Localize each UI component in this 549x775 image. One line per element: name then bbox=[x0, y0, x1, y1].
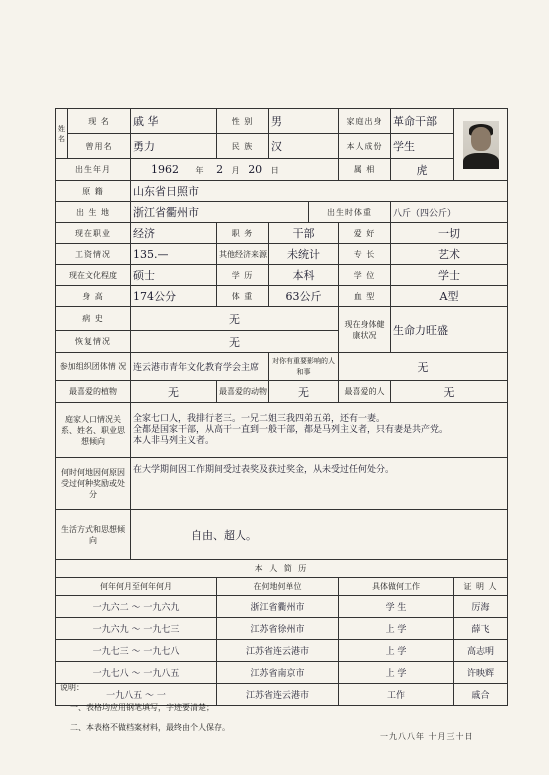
resume-row bbox=[56, 618, 508, 640]
birth-month: 2 bbox=[216, 163, 224, 176]
current-health-value: 生命力旺盛 bbox=[391, 307, 508, 353]
recovery-label: 恢复情况 bbox=[56, 331, 131, 353]
salary-label: 工资情况 bbox=[56, 244, 131, 265]
organizations-label: 参加组织团体情 况 bbox=[56, 353, 131, 381]
resume-job: 上 学 bbox=[339, 662, 454, 684]
notes bbox=[60, 678, 230, 738]
resume-place: 江苏省连云港市 bbox=[217, 684, 339, 706]
note-1: 一、表格均应用钢笔填写，字迹要清楚； bbox=[70, 703, 214, 712]
family-line-2: 全都是国家干部，从高干一直到一般干部，都是马列主义者，只有妻是共产党。 bbox=[133, 424, 449, 435]
school-record-value: 本科 bbox=[269, 265, 339, 286]
fav-plant-value: 无 bbox=[131, 381, 217, 403]
resume-job: 工作 bbox=[339, 684, 454, 706]
family-line-1: 全家七口人，我排行老三。一兄二姐三我四弟五弟，还有一妻。 bbox=[133, 413, 386, 424]
personal-status-value: 学生 bbox=[391, 134, 454, 159]
birth-month-unit: 月 bbox=[231, 166, 240, 175]
hobby-label: 爱 好 bbox=[339, 223, 391, 244]
former-name-label: 曾用名 bbox=[68, 134, 131, 159]
resume-row bbox=[56, 640, 508, 662]
education-level-value: 硕士 bbox=[131, 265, 217, 286]
portrait-photo-cell bbox=[454, 109, 508, 181]
degree-value: 学士 bbox=[391, 265, 508, 286]
family-value bbox=[131, 403, 508, 458]
fav-person-value: 无 bbox=[391, 381, 508, 403]
current-name-value: 戚 华 bbox=[131, 109, 217, 134]
current-health-label: 现在身体健康状况 bbox=[339, 307, 391, 353]
blood-type-label: 血 型 bbox=[339, 286, 391, 307]
birth-day-unit: 日 bbox=[270, 166, 279, 175]
salary-value: 135.— bbox=[131, 244, 217, 265]
zodiac-label: 属 相 bbox=[339, 159, 391, 181]
birth-year-unit: 年 bbox=[195, 166, 204, 175]
resume-period: 一九八五 ～ 一 bbox=[56, 684, 217, 706]
resume-witness: 高志明 bbox=[454, 640, 508, 662]
awards-value: 在大学期间因工作期间受过表奖及获过奖金，从未受过任何处分。 bbox=[131, 458, 508, 510]
birth-date-value bbox=[131, 159, 339, 181]
birthplace-value: 浙江省衢州市 bbox=[131, 202, 309, 223]
resume-place: 江苏省连云港市 bbox=[217, 640, 339, 662]
portrait-photo bbox=[463, 121, 499, 169]
weight-value: 63公斤 bbox=[269, 286, 339, 307]
degree-label: 学 位 bbox=[339, 265, 391, 286]
personal-status-label: 本人成份 bbox=[339, 134, 391, 159]
name-group-label: 姓名 bbox=[56, 109, 68, 159]
family-label: 庭家人口情况关系、姓名、职业思想倾向 bbox=[56, 403, 131, 458]
resume-place-header: 在何地何单位 bbox=[217, 578, 339, 596]
resume-witness: 许映辉 bbox=[454, 662, 508, 684]
resume-witness: 薛飞 bbox=[454, 618, 508, 640]
birth-day: 20 bbox=[248, 163, 263, 176]
fav-animal-label: 最喜爱的动物 bbox=[217, 381, 269, 403]
fav-plant-label: 最喜爱的植物 bbox=[56, 381, 131, 403]
resume-job: 上 学 bbox=[339, 640, 454, 662]
fav-person-label: 最喜爱的人 bbox=[339, 381, 391, 403]
position-value: 干部 bbox=[269, 223, 339, 244]
influential-people-value: 无 bbox=[339, 353, 508, 381]
resume-title: 本 人 简 历 bbox=[56, 560, 508, 578]
fav-animal-value: 无 bbox=[269, 381, 339, 403]
resume-period: 一九七八 ～ 一九八五 bbox=[56, 662, 217, 684]
education-level-label: 现在文化程度 bbox=[56, 265, 131, 286]
birthplace-label: 出 生 地 bbox=[56, 202, 131, 223]
birth-date-label: 出生年月 bbox=[56, 159, 131, 181]
resume-period: 一九六九 ～ 一九七三 bbox=[56, 618, 217, 640]
illness-history-label: 病 史 bbox=[56, 307, 131, 331]
resume-witness-header: 证 明 人 bbox=[454, 578, 508, 596]
gender-value: 男 bbox=[269, 109, 339, 134]
notes-heading: 说明： bbox=[60, 683, 84, 692]
signature-date: 一九八八年 十月三十日 bbox=[380, 732, 474, 741]
other-income-label: 其他经济来源 bbox=[217, 244, 269, 265]
birth-weight-label: 出生时体重 bbox=[309, 202, 391, 223]
form-table bbox=[55, 108, 508, 706]
gender-label: 性 别 bbox=[217, 109, 269, 134]
resume-place: 江苏省徐州市 bbox=[217, 618, 339, 640]
birth-weight-value: 八斤（四公斤） bbox=[391, 202, 508, 223]
specialty-label: 专 长 bbox=[339, 244, 391, 265]
family-origin-label: 家庭出身 bbox=[339, 109, 391, 134]
resume-period-header: 何年何月至何年何月 bbox=[56, 578, 217, 596]
occupation-label: 现在职业 bbox=[56, 223, 131, 244]
awards-label: 何时何地因何原因受过何种奖励或处分 bbox=[56, 458, 131, 510]
lifestyle-value: 自由、超人。 bbox=[131, 510, 508, 560]
hobby-value: 一切 bbox=[391, 223, 508, 244]
occupation-value: 经济 bbox=[131, 223, 217, 244]
resume-job: 学 生 bbox=[339, 596, 454, 618]
school-record-label: 学 历 bbox=[217, 265, 269, 286]
former-name-value: 勇力 bbox=[131, 134, 217, 159]
blood-type-value: A型 bbox=[391, 286, 508, 307]
resume-job-header: 具体做何工作 bbox=[339, 578, 454, 596]
note-2: 二、本表格不做档案材料，最终由个人保存。 bbox=[70, 723, 230, 732]
resume-witness: 戚合 bbox=[454, 684, 508, 706]
birth-year: 1962 bbox=[151, 163, 179, 176]
recovery-value: 无 bbox=[131, 331, 339, 353]
native-place-label: 原 籍 bbox=[56, 181, 131, 202]
resume-row bbox=[56, 596, 508, 618]
position-label: 职 务 bbox=[217, 223, 269, 244]
family-origin-value: 革命干部 bbox=[391, 109, 454, 134]
zodiac-value: 虎 bbox=[391, 159, 454, 181]
resume-job: 上 学 bbox=[339, 618, 454, 640]
ethnicity-value: 汉 bbox=[269, 134, 339, 159]
resume-period: 一九六二 ～ 一九六九 bbox=[56, 596, 217, 618]
influential-people-label: 对你有重要影响的人和事 bbox=[269, 353, 339, 381]
illness-history-value: 无 bbox=[131, 307, 339, 331]
resume-place: 浙江省衢州市 bbox=[217, 596, 339, 618]
resume-witness: 厉海 bbox=[454, 596, 508, 618]
weight-label: 体 重 bbox=[217, 286, 269, 307]
native-place-value: 山东省日照市 bbox=[131, 181, 508, 202]
ethnicity-label: 民 族 bbox=[217, 134, 269, 159]
organizations-value: 连云港市青年文化教育学会主席 bbox=[131, 353, 269, 381]
family-line-3: 本人非马列主义者。 bbox=[133, 435, 215, 446]
height-label: 身 高 bbox=[56, 286, 131, 307]
specialty-value: 艺术 bbox=[391, 244, 508, 265]
current-name-label: 现 名 bbox=[68, 109, 131, 134]
lifestyle-label: 生活方式和思想倾向 bbox=[56, 510, 131, 560]
other-income-value: 未统计 bbox=[269, 244, 339, 265]
resume-place: 江苏省南京市 bbox=[217, 662, 339, 684]
resume-period: 一九七三 ～ 一九七八 bbox=[56, 640, 217, 662]
height-value: 174公分 bbox=[131, 286, 217, 307]
